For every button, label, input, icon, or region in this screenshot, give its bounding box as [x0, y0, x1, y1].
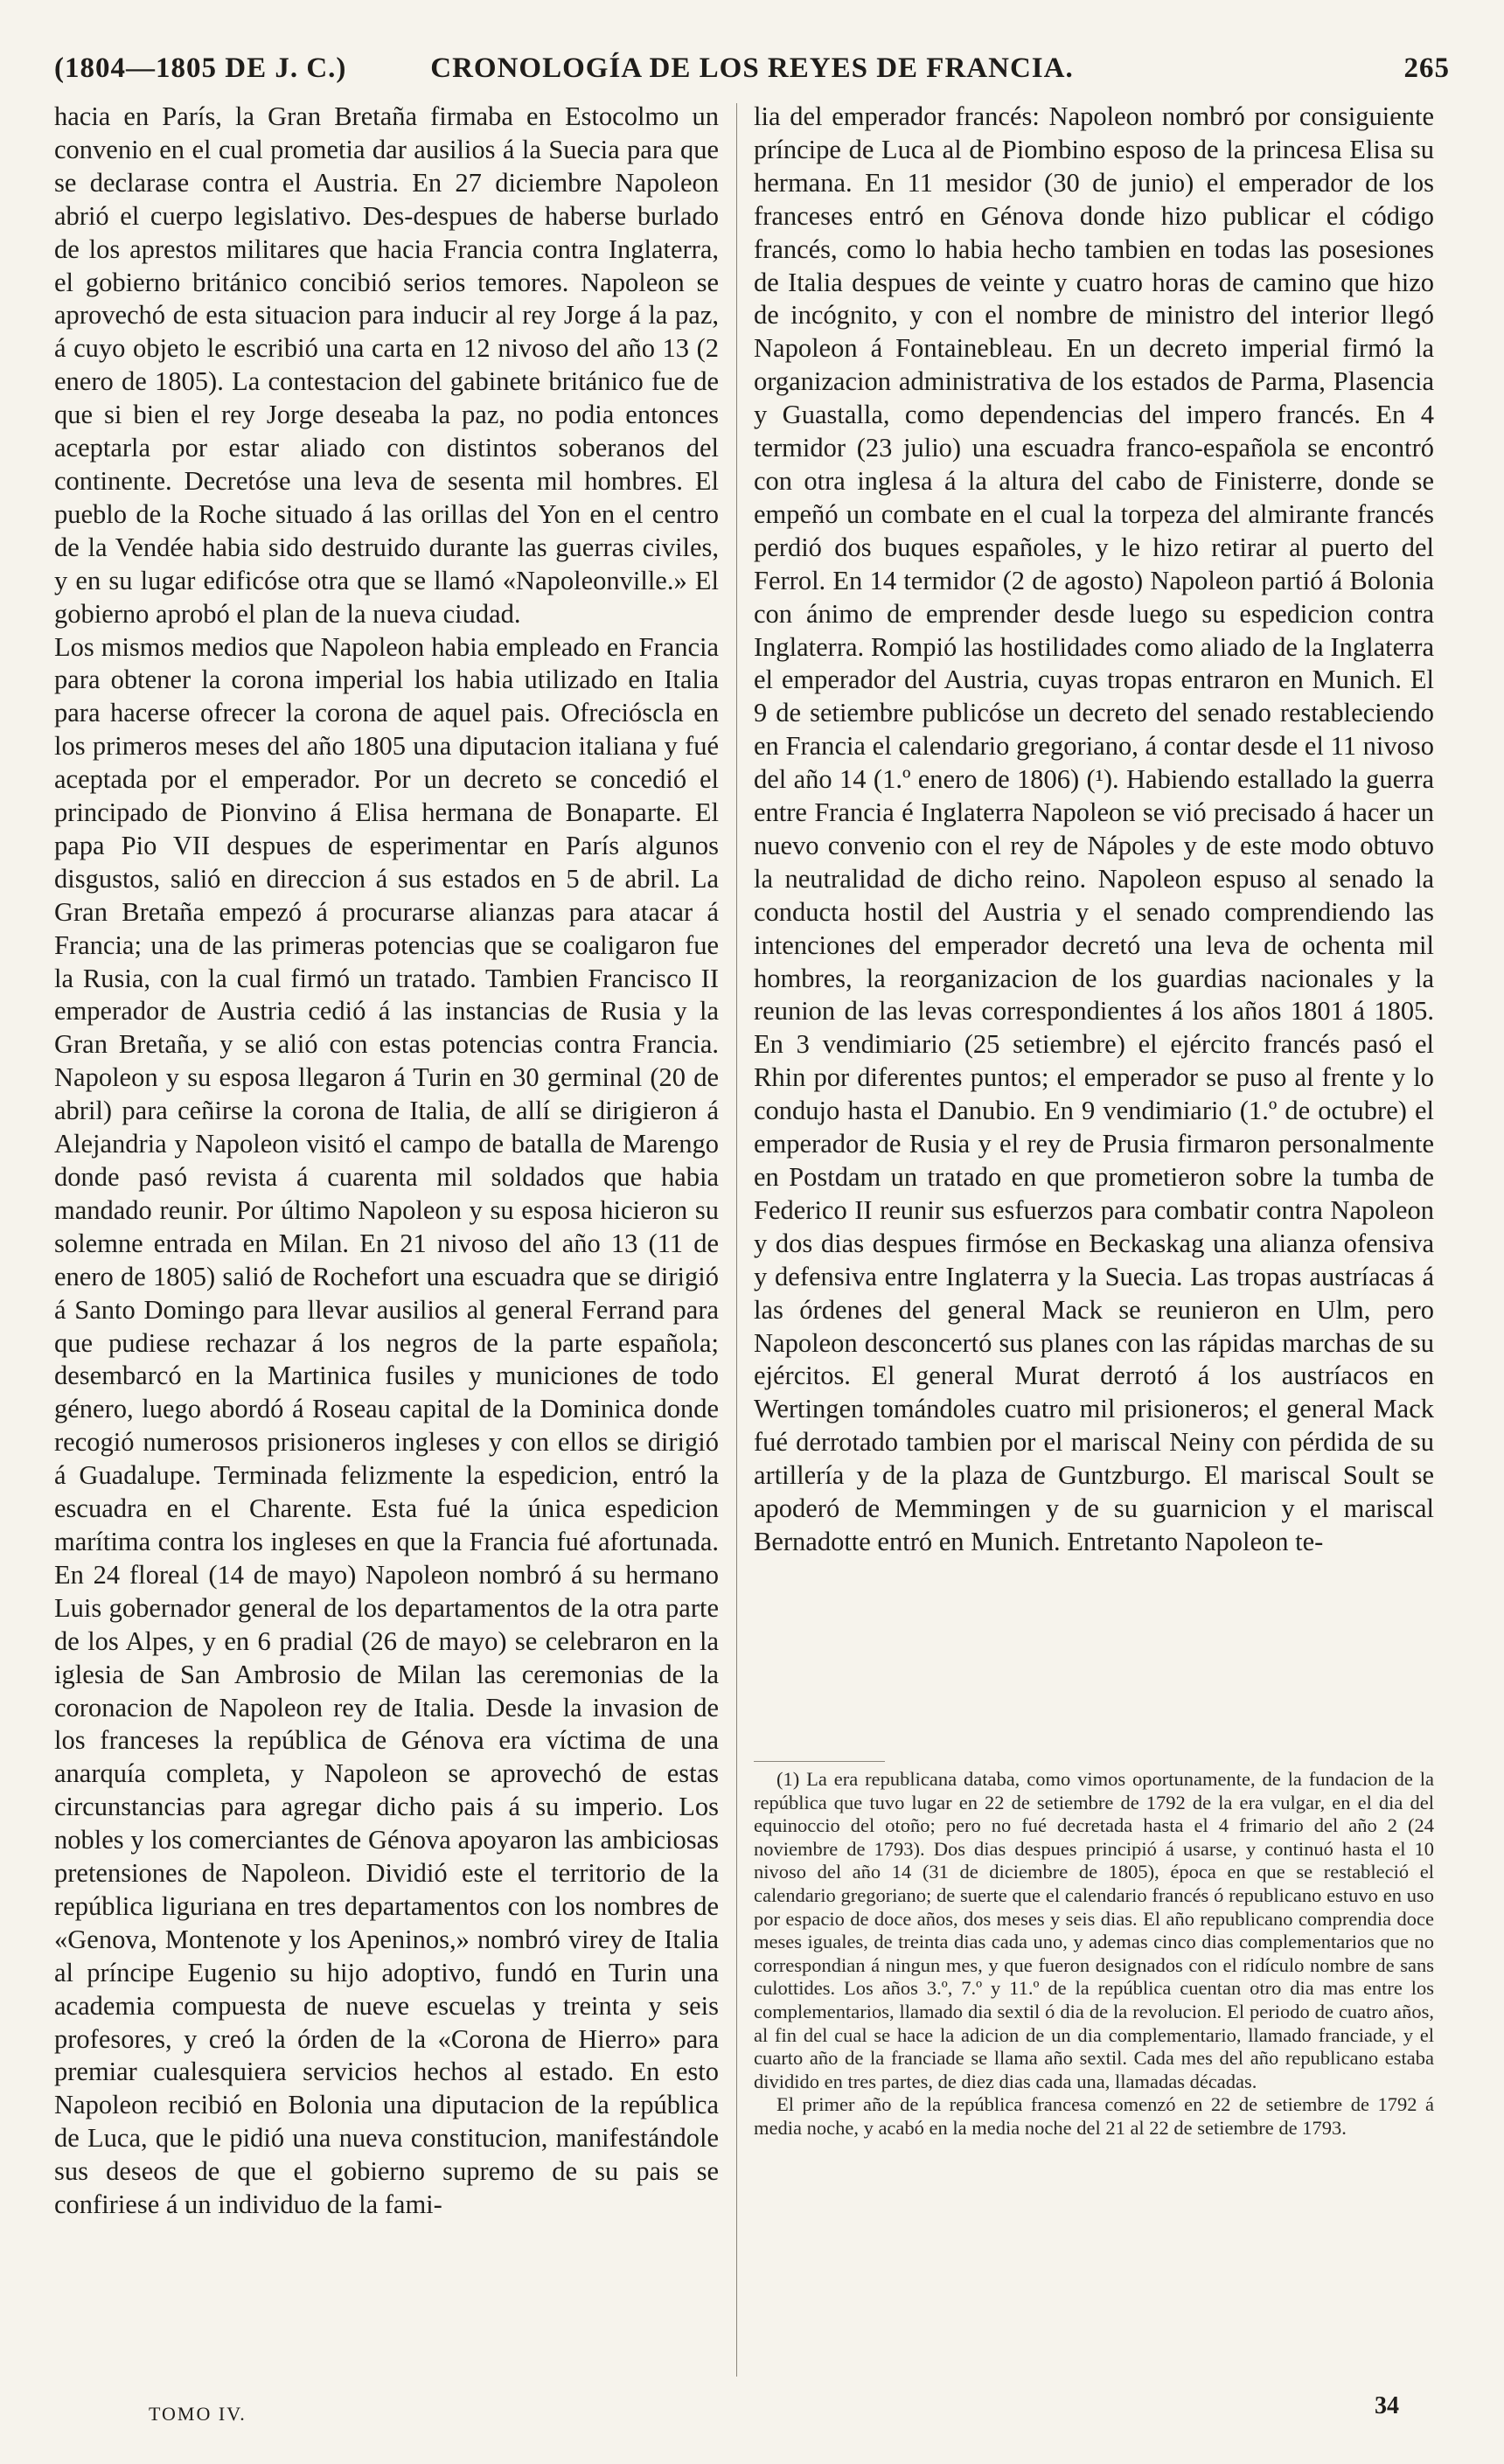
- footnote: El primer año de la república francesa comenzó en 22 de setiembre de 1792 á media noche, y acabó en la media noche del 21 al 22 de setiembre de 1793.: [754, 2093, 1434, 2139]
- column-divider: [736, 103, 737, 2377]
- page-title: CRONOLOGÍA DE LOS REYES DE FRANCIA.: [430, 52, 1074, 84]
- footnote: (1) La era republicana databa, como vimos oportunamente, de la fundacion de la república que tuvo lugar en 22 de setiembre de 1792 de la era vulgar, en el dia del equinoccio del otoño; pero no fué decretada hasta el 4 frimario del año 2 (24 noviembre de 1793). Dos dias despues principió á usarse, y continuó hasta el 10 nivoso del año 14 (31 de diciembre de 1805), época en que se restableció el calendario gregoriano; de suerte que el calendario francés ó republicano estuvo en uso por espacio de doce años, dos meses y seis dias. El año republicano comprendia doce meses iguales, de treinta dias cada uno, y ademas cinco dias complementarios que no correspondian á ningun mes, y que fueron designados con el ridículo nombre de sans culottides. Los años 3.º, 7.º y 11.º de la república cuentan otro dia mas entre los complementarios, llamado dia sextil ó dia de la revolucion. El periodo de cuatro años, al fin del cual se hace la adicion de un dia complementario, llamado franciade, y el cuarto año de la franciade se llama año sextil. Cada mes del año republicano estaba dividido en tres partes, de diez dias cada una, llamadas décadas.: [754, 1768, 1434, 2092]
- header-date-range: (1804—1805 DE J. C.): [54, 52, 347, 84]
- footnotes: [754, 1768, 1434, 2140]
- signature-mark: 34: [1375, 2392, 1399, 2419]
- paragraph: hacia en París, la Gran Bretaña firmaba en Estocolmo un convenio en el cual prometia dar ausilios á la Suecia para que se declarase contra el Austria. En 27 diciembre Napoleon abrió el cuerpo legislativo. Des-despues de haberse burlado de los aprestos militares que hacia Francia contra Inglaterra, el gobierno británico concibió serios temores. Napoleon se aprovechó de esta situacion para inducir al rey Jorge á la paz, á cuyo objeto le escribió una carta en 12 nivoso del año 13 (2 enero de 1805). La contestacion del gabinete británico fue de que si bien el rey Jorge deseaba la paz, no podia entonces aceptarla por estar aliado con distintos soberanos del continente. Decretóse una leva de sesenta mil hombres. El pueblo de la Roche situado á las orillas del Yon en el centro de la Vendée habia sido destruido durante las guerras civiles, y en su lugar edificóse otra que se llamó «Napoleonville.» El gobierno aprobó el plan de la nueva ciudad.: [54, 101, 719, 629]
- volume-label: TOMO IV.: [149, 2403, 247, 2425]
- footnote-divider: [754, 1761, 885, 1762]
- left-column: [54, 101, 719, 2391]
- paragraph: lia del emperador francés: Napoleon nombró por consiguiente príncipe de Luca al de Piombino esposo de la princesa Elisa su hermana. En 11 mesidor (30 de junio) el emperador de los franceses entró en Génova donde hizo publicar el código francés, como lo habia hecho tambien en todas las posesiones de Italia despues de veinte y cuatro horas de camino que hizo de incógnito, y con el nombre de ministro del interior llegó Napoleon á Fontainebleau. En un decreto imperial firmó la organizacion administrativa de los estados de Parma, Plasencia y Guastalla, como dependencias del impero francés. En 4 termidor (23 julio) una escuadra franco-española se encontró con otra inglesa á la altura del cabo de Finisterre, donde se empeñó un combate en el cual la torpeza del almirante francés perdió dos buques españoles, y le hizo retirar al puerto del Ferrol. En 14 termidor (2 de agosto) Napoleon partió á Bolonia con ánimo de emprender desde luego su espedicion contra Inglaterra. Rompió las hostilidades como aliado de la Inglaterra el emperador del Austria, cuyas tropas entraron en Munich. El 9 de setiembre publicóse un decreto del senado restableciendo en Francia el calendario gregoriano, á contar desde el 11 nivoso del año 14 (1.º enero de 1806) (¹). Habiendo estallado la guerra entre Francia é Inglaterra Napoleon se vió precisado á hacer un nuevo convenio con el rey de Nápoles y de este modo obtuvo la neutralidad de dicho reino. Napoleon espuso al senado la conducta hostil del Austria y el senado comprendiendo las intenciones del emperador decretó una leva de ochenta mil hombres, la reorganizacion de los guardias nacionales y la reunion de las levas correspondientes á los años 1801 á 1805. En 3 vendimiario (25 setiembre) el ejército francés pasó el Rhin por diferentes puntos; el emperador se puso al frente y lo condujo hasta el Danubio. En 9 vendimiario (1.º de octubre) el emperador de Rusia y el rey de Prusia firmaron personalmente en Postdam un tratado en que prometieron sobre la tumba de Federico II reunir sus esfuerzos para combatir contra Napoleon y dos dias despues firmóse en Beckaskag una alianza ofensiva y defensiva entre Inglaterra y la Suecia. Las tropas austríacas á las órdenes del general Mack se reunieron en Ulm, pero Napoleon desconcertó sus planes con las rápidas marchas de su ejércitos. El general Murat derrotó á los austríacos en Wertingen tomándoles cuatro mil prisioneros; el general Mack fué derrotado tambien por el mariscal Neiny con pérdida de su artillería y de la plaza de Guntzburgo. El mariscal Soult se apoderó de Memmingen y de su guarnicion y el mariscal Bernadotte entró en Munich. Entretanto Napoleon te-: [754, 101, 1434, 1556]
- page-number: 265: [1403, 52, 1450, 84]
- right-column: [754, 101, 1434, 1744]
- paragraph: Los mismos medios que Napoleon habia empleado en Francia para obtener la corona imperial los habia utilizado en Italia para hacerse ofrecer la corona de aquel pais. Ofrecióscla en los primeros meses del año 1805 una diputacion italiana y fué aceptada por el emperador. Por un decreto se concedió el principado de Pionvino á Elisa hermana de Bonaparte. El papa Pio VII despues de esperimentar en París algunos disgustos, salió en direccion á sus estados en 5 de abril. La Gran Bretaña empezó á procurarse alianzas para atacar á Francia; una de las primeras potencias que se coaligaron fue la Rusia, con la cual firmó un tratado. Tambien Francisco II emperador de Austria cedió á las instancias de Rusia y la Gran Bretaña, y se alió con estas potencias contra Francia. Napoleon y su esposa llegaron á Turin en 30 germinal (20 de abril) para ceñirse la corona de Italia, de allí se dirigieron á Alejandria y Napoleon visitó el campo de batalla de Marengo donde pasó revista á cuarenta mil soldados que habia mandado reunir. Por último Napoleon y su esposa hicieron su solemne entrada en Milan. En 21 nivoso del año 13 (11 de enero de 1805) salió de Rochefort una escuadra que se dirigió á Santo Domingo para llevar ausilios al general Ferrand para que pudiese rechazar á los negros de la parte española; desembarcó en la Martinica fusiles y municiones de todo género, luego abordó á Roseau capital de la Dominica donde recogió numerosos prisioneros ingleses y con ellos se dirigió á Guadalupe. Terminada felizmente la espedicion, entró la escuadra en el Charente. Esta fué la única espedicion marítima contra los ingleses en que la Francia fué afortunada. En 24 floreal (14 de mayo) Napoleon nombró á su hermano Luis gobernador general de los departamentos de la otra parte de los Alpes, y en 6 pradial (26 de mayo) se celebraron en la iglesia de San Ambrosio de Milan las ceremonias de la coronacion de Napoleon rey de Italia. Desde la invasion de los franceses la república de Génova era víctima de una anarquía completa, y Napoleon se aprovechó de estas circunstancias para agregar dicho pais á su imperio. Los nobles y los comerciantes de Génova apoyaron las ambiciosas pretensiones de Napoleon. Dividió este el territorio de la república liguriana en tres departamentos con los nombres de «Genova, Montenote y los Apeninos,» nombró virey de Italia al príncipe Eugenio su hijo adoptivo, fundó en Turin una academia compuesta de nueve escuelas y treinta y seis profesores, y creó la órden de la «Corona de Hierro» para premiar cualesquiera servicios hechos al estado. En esto Napoleon recibió en Bolonia una diputacion de la república de Luca, que le pidió una nueva constitucion, manifestándole sus deseos de que el gobierno supremo de su pais se confiriese á un individuo de la fami-: [54, 631, 719, 2220]
- page-header: [54, 52, 1450, 91]
